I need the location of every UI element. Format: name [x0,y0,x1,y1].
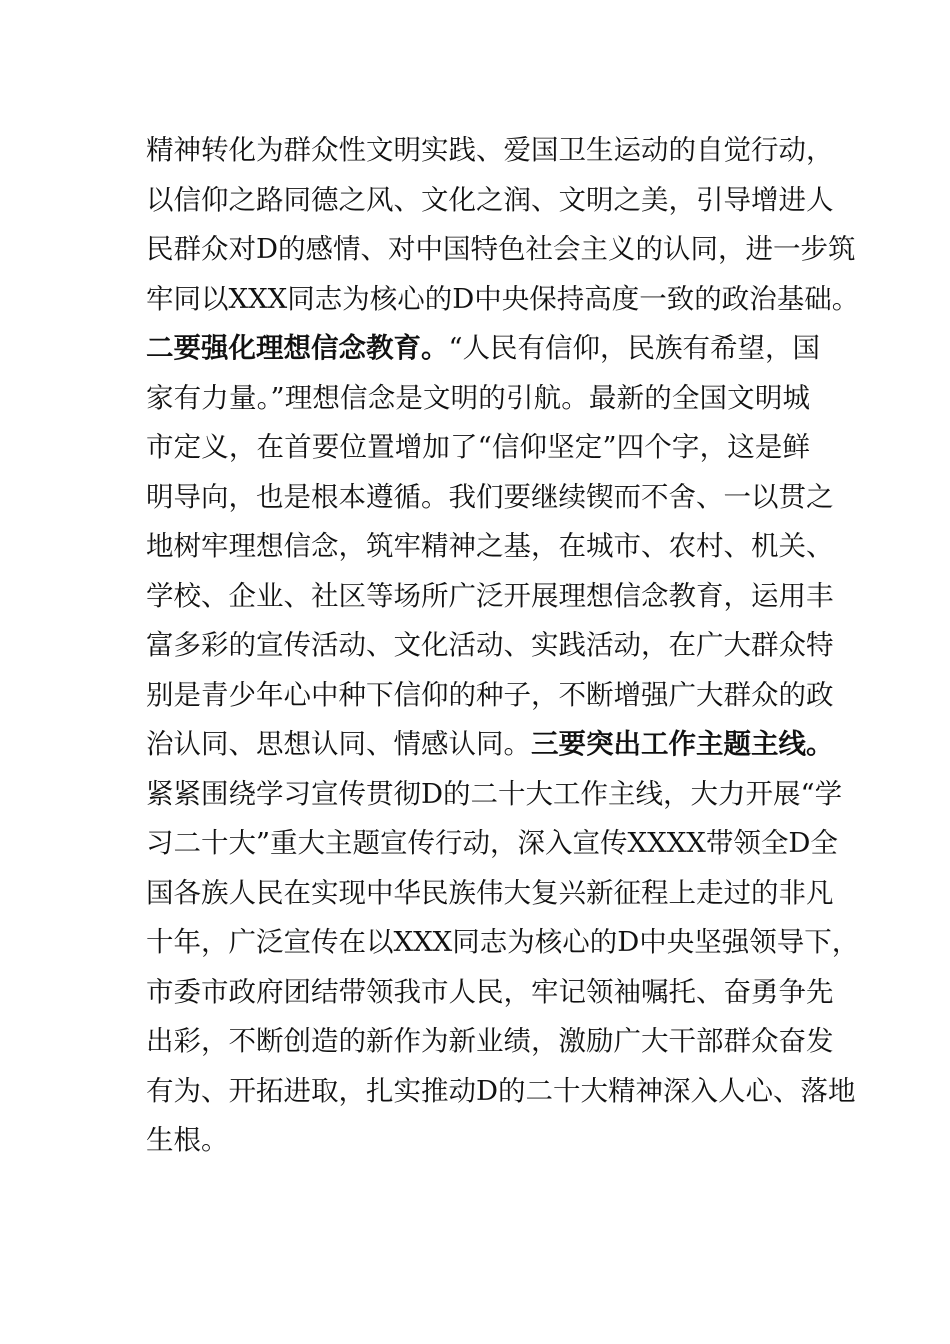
text-line: 生根。 [146,1124,229,1156]
text-line: 市委市政府团结带领我市人民，牢记领袖嘱托、奋勇争先 [146,975,834,1008]
text-line: 地树牢理想信念，筑牢精神之基，在城市、农村、机关、 [146,530,834,562]
text-line: 家有力量。”理想信念是文明的引航。最新的全国文明城 [146,381,810,414]
section-heading-2: 二要强化理想信念教育。 [146,332,449,364]
text-line: 别是青少年心中种下信仰的种子，不断增强广大群众的政 [146,678,834,711]
text-line: 牢同以XXX同志为核心的D中央保持高度一致的政治基础。 [146,282,860,315]
text-line: 民群众对D的感情、对中国特色社会主义的认同，进一步筑 [146,233,856,265]
text-line: 以信仰之路同德之风、文化之润、文明之美，引导增进人 [146,183,834,216]
text-line: 出彩，不断创造的新作为新业绩，激励广大干部群众奋发 [146,1025,834,1057]
text-line: 紧紧围绕学习宣传贯彻D的二十大工作主线，大力开展“学 [146,777,843,810]
text-line: 明导向，也是根本遵循。我们要继续锲而不舍、一以贯之 [146,480,834,513]
text-line [146,720,834,770]
text-line: 富多彩的宣传活动、文化活动、实践活动，在广大群众特 [146,629,834,661]
text-line: 有为、开拓进取，扎实推动D的二十大精神深入人心、落地 [146,1074,856,1107]
text-line: 学校、企业、社区等场所广泛开展理想信念教育，运用丰 [146,579,834,612]
text-line: 市定义，在首要位置增加了“信仰坚定”四个字，这是鲜 [146,431,810,463]
section-heading-3: 三要突出工作主题主线。 [531,728,834,760]
text-line: 精神转化为群众性文明实践、爱国卫生运动的自觉行动， [146,134,834,166]
text-line: 习二十大”重大主题宣传行动，深入宣传XXXX带领全D全 [146,827,838,859]
text-line: 国各族人民在实现中华民族伟大复兴新征程上走过的非凡 [146,876,834,909]
body-text [146,126,860,1166]
text-run: “人民有信仰，民族有希望，国 [448,332,821,364]
text-run: 治认同、思想认同、情感认同。 [146,728,531,760]
text-line: 十年，广泛宣传在以XXX同志为核心的D中央坚强领导下， [146,926,860,958]
text-line [146,324,821,374]
